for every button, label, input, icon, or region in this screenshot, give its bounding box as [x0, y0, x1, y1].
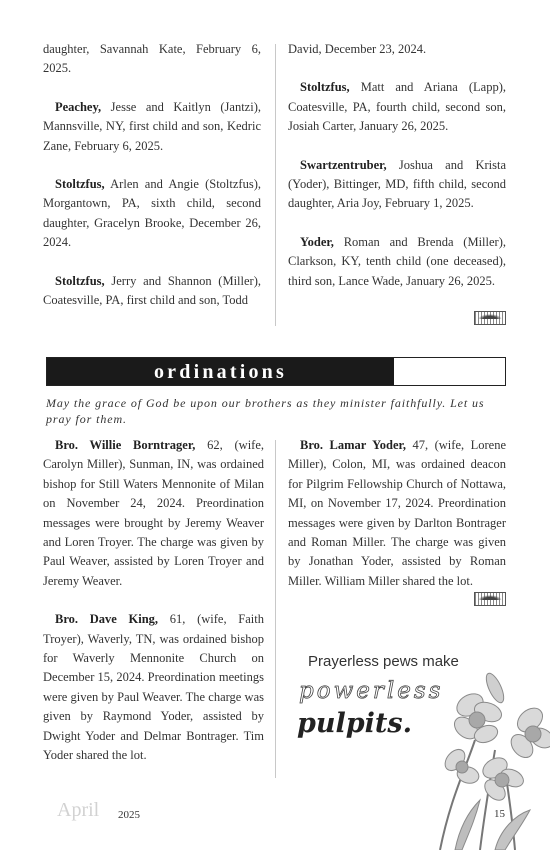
- birth-entry: Peachey, Jesse and Kaitlyn (Jantzi), Mannsville, NY, first child and son, Kedric Zane, February 6, 2025.: [43, 99, 261, 153]
- ordinations-left-column: [43, 436, 264, 766]
- section-banner: [46, 357, 506, 386]
- births-left-column: [43, 40, 261, 310]
- ordinations-right-column: [288, 436, 506, 591]
- birth-entry: Stoltzfus, Jerry and Shannon (Miller), Coatesville, PA, first child and son, Todd: [43, 273, 261, 308]
- quote-line: pulpits.: [297, 708, 412, 739]
- ordination-entry: Bro. Dave King, 61, (wife, Faith Troyer), Waverly, TN, was ordained bishop for Waverly Mennonite Church on December 15, 2024. Preordination meetings were given by Paul Weaver. The charge was given by Raymond Yoder, assisted by Dwight Yoder and Delmar Bontrager. Tim Yoder shared the lot.: [43, 612, 264, 763]
- pull-quote: [290, 650, 550, 850]
- birth-entry: Stoltzfus, Matt and Ariana (Lapp), Coatesville, PA, fourth child, second son, Josiah Carter, January 26, 2025.: [288, 80, 506, 134]
- ordination-entry: Bro. Willie Borntrager, 62, (wife, Carolyn Miller), Sunman, IN, was ordained bishop for Still Waters Mennonite of Milan on November 24, 2024. Preordination messages were brought by Jeremy Weaver and Loren Troyer. The charge was given by Paul Weaver, assisted by Loren Troyer and Jeremy Weaver.: [43, 438, 264, 588]
- ornament-icon: [474, 311, 506, 325]
- birth-entry: Stoltzfus, Arlen and Angie (Stoltzfus), Morgantown, PA, sixth child, second daughter, Gracelyn Brooke, December 26, 2024.: [43, 177, 261, 250]
- ordination-entry: Bro. Lamar Yoder, 47, (wife, Lorene Miller), Colon, MI, was ordained deacon for Pilgrim Fellowship Church of Nottawa, MI, on November 17, 2024. Preordination messages were given by Darlton Bontrager and Roman Miller. The charge was given by Jonathan Yoder, assisted by Roman Miller. William Miller shared the lot.: [288, 438, 506, 588]
- birth-entry: daughter, Savannah Kate, February 6, 2025.: [43, 42, 261, 76]
- birth-entry: David, December 23, 2024.: [288, 42, 427, 56]
- section-heading: ordinations: [47, 358, 394, 385]
- column-divider: [275, 44, 276, 326]
- footer-year: 2025: [118, 809, 140, 821]
- footer-month: April: [57, 799, 100, 821]
- section-subtitle: May the grace of God be upon our brothers as they minister faithfully. Let us pray for them.: [46, 396, 485, 426]
- page-number: 15: [494, 808, 505, 820]
- birth-entry: Swartzentruber, Joshua and Krista (Yoder), Bittinger, MD, fifth child, second daughter, Aria Joy, February 1, 2025.: [288, 157, 506, 211]
- quote-line: powerless: [299, 678, 444, 704]
- column-divider: [275, 440, 276, 778]
- births-right-column: [288, 40, 506, 291]
- ornament-icon: [474, 592, 506, 606]
- quote-line: Prayerless pews make: [308, 653, 459, 670]
- birth-entry: Yoder, Roman and Brenda (Miller), Clarkson, KY, tenth child (one deceased), third son, Lance Wade, January 26, 2025.: [288, 234, 506, 288]
